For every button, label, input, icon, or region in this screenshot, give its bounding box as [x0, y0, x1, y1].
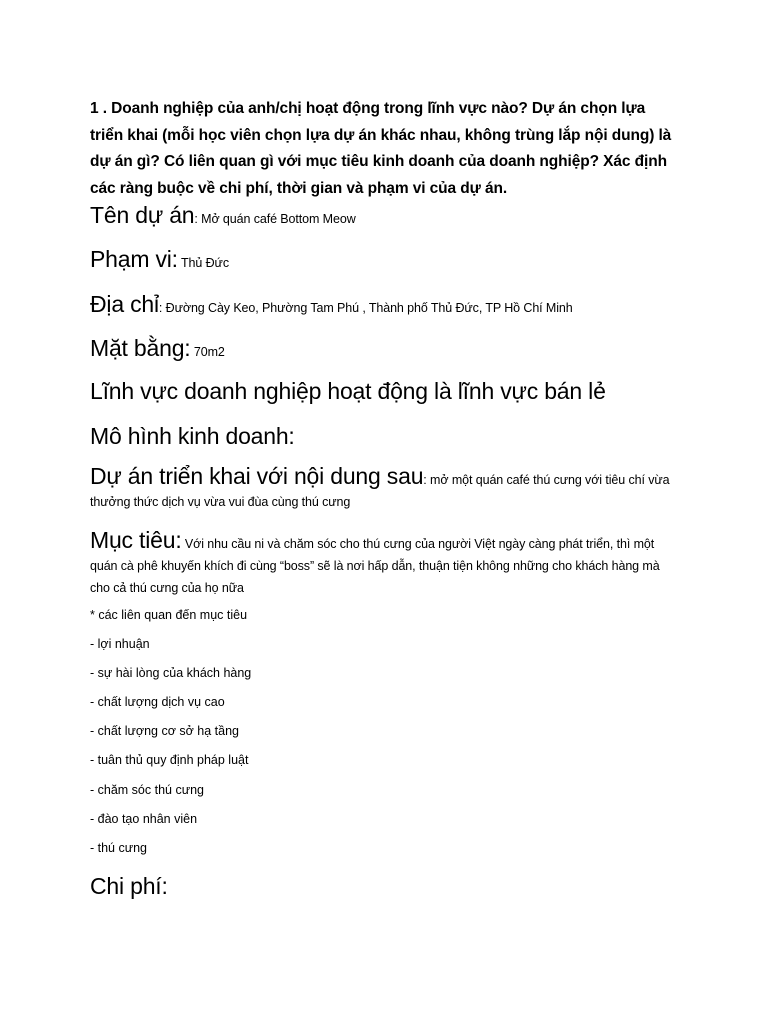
- scope-label: Phạm vi:: [90, 246, 178, 272]
- list-item: - sự hài lòng của khách hàng: [90, 666, 252, 680]
- goal-paragraph: [90, 527, 680, 599]
- sector-heading: Lĩnh vực doanh nghiệp hoạt động là lĩnh vực bán lẻ: [90, 378, 606, 404]
- list-item: - đào tạo nhân viên: [90, 812, 198, 826]
- list-item: - tuân thủ quy định pháp luật: [90, 753, 249, 767]
- project-name-row: [90, 202, 690, 229]
- scope-row: [90, 246, 690, 273]
- deploy-label: Dự án triển khai với nội dung sau: [90, 463, 424, 489]
- address-row: [90, 291, 690, 318]
- related-heading: * các liên quan đến mục tiêu: [90, 608, 248, 622]
- deploy-paragraph: [90, 463, 690, 513]
- area-label: Mặt bằng:: [90, 335, 191, 361]
- scope-value: Thủ Đức: [177, 256, 229, 270]
- list-item: - chất lượng dịch vụ cao: [90, 695, 225, 709]
- area-value: 70m2: [190, 345, 225, 359]
- list-item: - chăm sóc thú cưng: [90, 783, 204, 797]
- question-paragraph: 1 . Doanh nghiệp của anh/chị hoạt động trong lĩnh vực nào? Dự án chọn lựa triển khai (mỗi học viên chọn lựa dự án khác nhau, không trùng lắp nội dung) là dự án gì? Có liên quan gì với mục tiêu kinh doanh của doanh nghiệp? Xác định các ràng buộc về chi phí, thời gian và phạm vi của dự án.: [90, 100, 672, 197]
- cost-heading: Chi phí:: [90, 873, 168, 899]
- deploy-value: : mở một quán café thú cưng với tiêu chí vừa thưởng thức dịch vụ vừa vui đùa cùng thú cưng: [90, 473, 670, 509]
- list-item: - lợi nhuận: [90, 637, 150, 651]
- area-row: [90, 335, 690, 362]
- list-item: - thú cưng: [90, 841, 148, 855]
- address-value: : Đường Cày Keo, Phường Tam Phú , Thành phố Thủ Đức, TP Hồ Chí Minh: [158, 301, 573, 315]
- project-name-label: Tên dự án: [90, 202, 195, 228]
- goal-value: Với nhu cầu ni và chăm sóc cho thú cưng của người Việt ngày càng phát triển, thì một quán cà phê khuyến khích đi cùng “boss” sẽ là nơi hấp dẫn, thuận tiện không những cho khách hàng mà cho cả thú cưng của họ nữa: [90, 537, 660, 595]
- project-name-value: : Mở quán café Bottom Meow: [194, 212, 356, 226]
- address-label: Địa chỉ: [90, 291, 159, 317]
- list-item: - chất lượng cơ sở hạ tầng: [90, 724, 239, 738]
- goal-label: Mục tiêu:: [90, 527, 182, 553]
- business-model-heading: Mô hình kinh doanh:: [90, 423, 295, 449]
